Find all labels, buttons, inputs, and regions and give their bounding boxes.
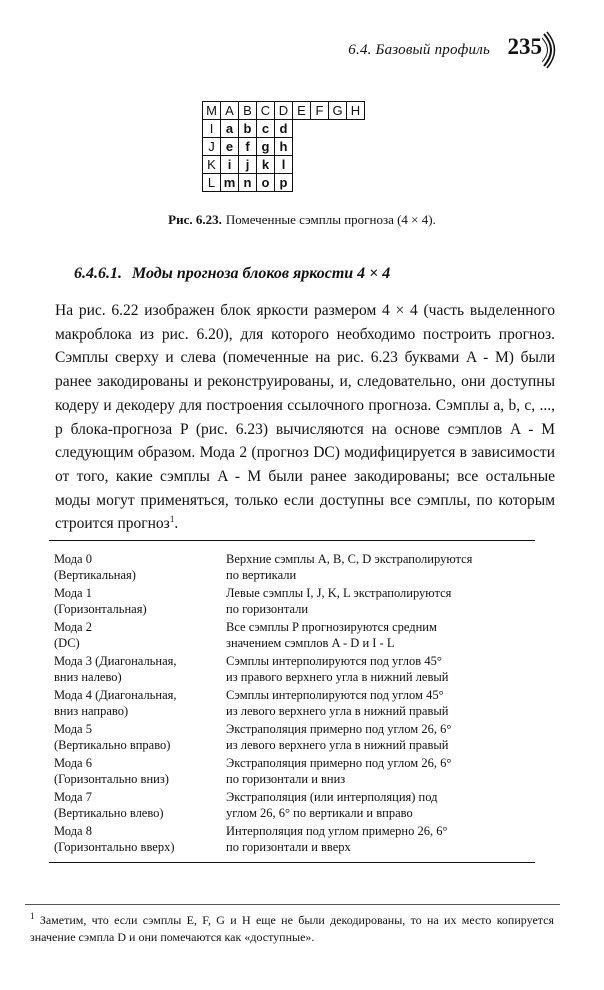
grid-empty-cell bbox=[311, 138, 329, 156]
section-number: 6.4.6.1. bbox=[74, 265, 122, 282]
mode-row bbox=[49, 620, 535, 651]
mode-name bbox=[49, 756, 226, 787]
mode-row bbox=[49, 654, 535, 685]
mode-description bbox=[226, 586, 535, 617]
grid-empty-cell bbox=[293, 174, 311, 192]
grid-empty-cell bbox=[329, 174, 347, 192]
mode-description-line: из правого верхнего угла в нижний левый bbox=[226, 669, 449, 684]
grid-cell: A bbox=[221, 102, 239, 120]
mode-name bbox=[49, 722, 226, 753]
mode-description bbox=[226, 824, 535, 855]
grid-empty-cell bbox=[293, 156, 311, 174]
mode-description-line: Экстраполяция примерно под углом 26, 6° bbox=[226, 722, 452, 736]
mode-name-line: (Вертикальная) bbox=[54, 567, 136, 582]
mode-name-line: Мода 1 bbox=[54, 586, 92, 600]
mode-name-line: (Вертикально влево) bbox=[54, 805, 164, 820]
mode-description bbox=[226, 654, 535, 685]
mode-row bbox=[49, 756, 535, 787]
grid-row bbox=[203, 102, 365, 120]
mode-name-line: Мода 7 bbox=[54, 790, 92, 804]
mode-row bbox=[49, 586, 535, 617]
grid-empty-cell bbox=[347, 174, 365, 192]
mode-row bbox=[49, 552, 535, 583]
mode-name-line: Мода 6 bbox=[54, 756, 92, 770]
grid-cell: J bbox=[203, 138, 221, 156]
running-title: 6.4. Базовый профиль bbox=[348, 42, 490, 58]
mode-name-line: Мода 0 bbox=[54, 552, 92, 566]
grid-cell: K bbox=[203, 156, 221, 174]
mode-name-line: (DC) bbox=[54, 635, 80, 650]
grid-cell: j bbox=[239, 156, 257, 174]
mode-row bbox=[49, 688, 535, 719]
figure-caption-text: Помеченные сэмплы прогноза (4 × 4). bbox=[225, 212, 436, 227]
grid-cell: B bbox=[239, 102, 257, 120]
mode-description bbox=[226, 688, 535, 719]
grid-cell: b bbox=[239, 120, 257, 138]
mode-name bbox=[49, 824, 226, 855]
grid-cell: F bbox=[311, 102, 329, 120]
grid-row bbox=[203, 174, 365, 192]
mode-description-line: углом 26, 6° по вертикали и вправо bbox=[226, 805, 413, 820]
footnote-reference: 1 bbox=[169, 514, 175, 525]
grid-empty-cell bbox=[347, 156, 365, 174]
grid-row bbox=[203, 138, 365, 156]
grid-cell: G bbox=[329, 102, 347, 120]
mode-row bbox=[49, 824, 535, 855]
prediction-modes-table bbox=[49, 540, 535, 863]
grid-row bbox=[203, 120, 365, 138]
page-corner-ornament-icon bbox=[542, 30, 560, 70]
grid-empty-cell bbox=[311, 120, 329, 138]
grid-cell: k bbox=[257, 156, 275, 174]
grid-empty-cell bbox=[293, 138, 311, 156]
grid-cell: c bbox=[257, 120, 275, 138]
grid-cell: l bbox=[275, 156, 293, 174]
mode-description-line: Интерполяция под углом примерно 26, 6° bbox=[226, 824, 448, 838]
grid-cell: o bbox=[257, 174, 275, 192]
mode-name-line: Мода 2 bbox=[54, 620, 92, 634]
grid-empty-cell bbox=[293, 120, 311, 138]
mode-description-line: по горизонтали bbox=[226, 601, 309, 616]
mode-description bbox=[226, 722, 535, 753]
grid-empty-cell bbox=[329, 120, 347, 138]
grid-empty-cell bbox=[329, 138, 347, 156]
mode-description bbox=[226, 790, 535, 821]
mode-description-line: Все сэмплы P прогнозируются средним bbox=[226, 620, 437, 634]
grid-cell: M bbox=[203, 102, 221, 120]
footnote-divider bbox=[25, 904, 560, 905]
grid-cell: m bbox=[221, 174, 239, 192]
mode-description-line: Сэмплы интерполируются под углов 45° bbox=[226, 654, 442, 668]
section-title: Моды прогноза блоков яркости 4 × 4 bbox=[132, 265, 391, 282]
figure-label: Рис. 6.23. bbox=[168, 212, 222, 227]
body-paragraph: На рис. 6.22 изображен блок яркости размером 4 × 4 (часть выделенного макроблока из рис. 6.20), для которого необходимо построить прогноз. Сэмплы сверху и слева (помеченные на рис. 6.23 буквами A - M) были ранее закодированы и реконструированы, и, следовательно, они доступны кодеру и декодеру для построения ссылочного прогноза. Сэмплы a, b, c, ..., p блока-прогноза P (рис. 6.23) вычисляются на основе сэмплов A - M следующим образом. Мода 2 (прогноз DC) модифицируется в зависимости от того, какие сэмплы A - M были ранее закодированы; все остальные моды могут применяться, только если доступны все сэмплы, по которым строится прогноз$^1$. bbox=[55, 302, 555, 533]
mode-description-line: из левого верхнего угла в нижний правый bbox=[226, 737, 449, 752]
mode-name-line: Мода 8 bbox=[54, 824, 92, 838]
prediction-samples-grid bbox=[202, 101, 365, 192]
grid-cell: p bbox=[275, 174, 293, 192]
mode-name bbox=[49, 586, 226, 617]
section-heading bbox=[74, 265, 390, 283]
mode-name-line: вниз направо) bbox=[54, 703, 129, 718]
mode-description bbox=[226, 756, 535, 787]
grid-cell: i bbox=[221, 156, 239, 174]
mode-description bbox=[226, 552, 535, 583]
grid-cell: h bbox=[275, 138, 293, 156]
mode-description-line: по горизонтали и вверх bbox=[226, 839, 351, 854]
mode-name bbox=[49, 552, 226, 583]
mode-row bbox=[49, 790, 535, 821]
mode-description-line: по вертикали bbox=[226, 567, 297, 582]
grid-row bbox=[203, 156, 365, 174]
mode-row bbox=[49, 722, 535, 753]
grid-empty-cell bbox=[347, 138, 365, 156]
mode-name-line: вниз налево) bbox=[54, 669, 122, 684]
grid-empty-cell bbox=[347, 120, 365, 138]
mode-name-line: Мода 3 (Диагональная, bbox=[54, 654, 177, 668]
page-header bbox=[60, 30, 560, 70]
mode-name-line: (Горизонтально вверх) bbox=[54, 839, 175, 854]
mode-description-line: Экстраполяция примерно под углом 26, 6° bbox=[226, 756, 452, 770]
grid-cell: d bbox=[275, 120, 293, 138]
mode-description-line: Экстраполяция (или интерполяция) под bbox=[226, 790, 438, 804]
grid-cell: n bbox=[239, 174, 257, 192]
grid-empty-cell bbox=[311, 156, 329, 174]
grid-empty-cell bbox=[311, 174, 329, 192]
grid-cell: a bbox=[221, 120, 239, 138]
grid-empty-cell bbox=[329, 156, 347, 174]
footnote-mark: 1 bbox=[30, 911, 35, 921]
grid-cell: e bbox=[221, 138, 239, 156]
mode-description-line: Верхние сэмплы A, B, C, D экстраполируются bbox=[226, 552, 473, 566]
grid-cell: E bbox=[293, 102, 311, 120]
paragraph-text: На рис. 6.22 изображен блок яркости размером 4 × 4 (часть выделенного макроблока из рис. 6.20), для которого необходимо построить прогноз. Сэмплы сверху и слева (помеченные на рис. 6.23 буквами A - M) были ранее закодированы и реконструированы, и, следовательно, они доступны кодеру и декодеру для построения ссылочного прогноза. Сэмплы a, b, c, ..., p блока-прогноза P (рис. 6.23) вычисляются на основе сэмплов A - M следующим образом. Мода 2 (прогноз DC) модифицируется в зависимости от того, какие сэмплы A - M были ранее закодированы; все остальные моды могут применяться, только если доступны все сэмплы, по которым строится прогноз bbox=[55, 302, 555, 533]
mode-name-line: (Горизонтальная) bbox=[54, 601, 147, 616]
mode-name-line: Мода 4 (Диагональная, bbox=[54, 688, 177, 702]
mode-name bbox=[49, 688, 226, 719]
mode-name bbox=[49, 654, 226, 685]
mode-name bbox=[49, 620, 226, 651]
figure-caption bbox=[0, 212, 604, 228]
mode-description-line: из левого верхнего угла в нижний правый bbox=[226, 703, 449, 718]
mode-name-line: Мода 5 bbox=[54, 722, 92, 736]
grid-cell: I bbox=[203, 120, 221, 138]
grid-cell: C bbox=[257, 102, 275, 120]
grid-cell: f bbox=[239, 138, 257, 156]
mode-description-line: Левые сэмплы I, J, K, L экстраполируются bbox=[226, 586, 452, 600]
page-number: 235 bbox=[507, 34, 542, 59]
mode-name-line: (Вертикально вправо) bbox=[54, 737, 171, 752]
grid-cell: L bbox=[203, 174, 221, 192]
grid-cell: g bbox=[257, 138, 275, 156]
mode-description bbox=[226, 620, 535, 651]
footnote bbox=[30, 912, 554, 946]
footnote-text: Заметим, что если сэмплы E, F, G и H еще не были декодированы, то на их место копируется значение сэмпла D и они помечаются как «доступные». bbox=[30, 913, 555, 944]
mode-description-line: по горизонтали и вниз bbox=[226, 771, 346, 786]
mode-name bbox=[49, 790, 226, 821]
mode-name-line: (Горизонтально вниз) bbox=[54, 771, 169, 786]
mode-description-line: Сэмплы интерполируются под углом 45° bbox=[226, 688, 444, 702]
grid-cell: D bbox=[275, 102, 293, 120]
grid-cell: H bbox=[347, 102, 365, 120]
mode-description-line: значением сэмплов A - D и I - L bbox=[226, 635, 395, 650]
